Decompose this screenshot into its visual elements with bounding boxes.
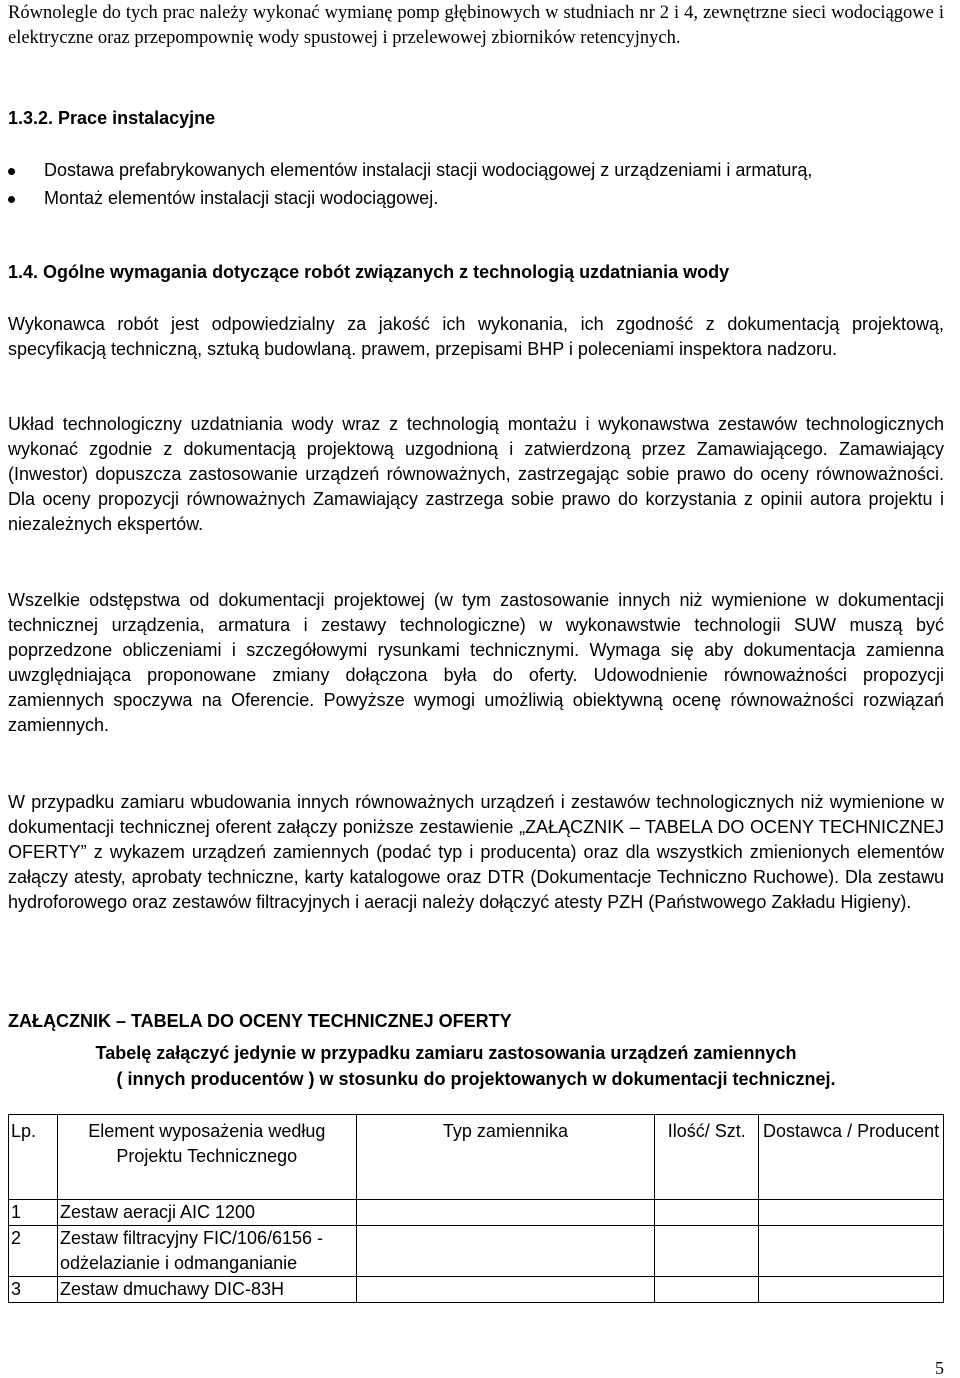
cell-replacement-type[interactable] — [356, 1200, 655, 1226]
annex-title: ZAŁĄCZNIK – TABELA DO OCENY TECHNICZNEJ OFERTY — [8, 1011, 512, 1031]
cell-supplier[interactable] — [759, 1200, 944, 1226]
list-item: Dostawa prefabrykowanych elementów instalacji stacji wodociągowej z urządzeniami i armaturą, — [8, 158, 944, 183]
paragraph-deviations: Wszelkie odstępstwa od dokumentacji projektowej (w tym zastosowanie innych niż wymienione w dokumentacji technicznej urządzenia, armatura i zestawy technologiczne) w wykonawstwie technologii SUW muszą być poprzedzone obliczeniami i szczegółowymi rysunkami technicznymi. Wymaga się aby dokumentacja zamienna uwzględniająca proponowane zmiany dołączona była do oferty. Udowodnienie równoważności propozycji zamiennych spoczywa na Oferencie. Powyższe wymogi umożliwią obiektywną ocenę równoważności rozwiązań zamiennych. — [8, 590, 944, 735]
cell-element: Zestaw aeracji AIC 1200 — [57, 1200, 356, 1226]
annex-subtitle-line1: Tabelę załączyć jedynie w przypadku zamiaru zastosowania urządzeń zamiennych — [95, 1043, 797, 1063]
paragraph-equivalent-devices: W przypadku zamiaru wbudowania innych równoważnych urządzeń i zestawów technologicznych niż wymienione w dokumentacji technicznej oferent załączy poniższe zestawienie „ZAŁĄCZNIK – TABELA DO OCENY TECHNICZNEJ OFERTY” z wykazem urządzeń zamiennych (podać typ i producenta) oraz dla wszystkich zmienionych elementów załączy atesty, aprobaty techniczne, karty katalogowe oraz DTR (Dokumentacje Techniczno Ruchowe). Dla zestawu hydroforowego oraz zestawów filtracyjnych i aeracji należy dołączyć atesty PZH (Państwowego Zakładu Higieny). — [8, 792, 944, 912]
cell-quantity[interactable] — [655, 1200, 759, 1226]
table-row — [9, 1200, 944, 1226]
bullet-icon — [8, 196, 15, 203]
intro-paragraph: Równolegle do tych prac należy wykonać wymianę pomp głębinowych w studniach nr 2 i 4, zewnętrzne sieci wodociągowe i elektryczne oraz przepompownię wody spustowej i przelewowej zbiorników retencyjnych. — [8, 3, 944, 48]
column-header-replacement-type: Typ zamiennika — [356, 1115, 655, 1200]
table-row — [9, 1277, 944, 1303]
cell-lp: 3 — [9, 1277, 58, 1303]
bullet-icon — [8, 168, 15, 175]
cell-element: Zestaw dmuchawy DIC-83H — [57, 1277, 356, 1303]
cell-lp: 2 — [9, 1226, 58, 1277]
cell-supplier[interactable] — [759, 1277, 944, 1303]
cell-replacement-type[interactable] — [356, 1277, 655, 1303]
cell-element: Zestaw filtracyjny FIC/106/6156 - odżelazianie i odmanganianie — [57, 1226, 356, 1277]
column-header-quantity: Ilość/ Szt. — [655, 1115, 759, 1200]
table-header-row — [9, 1115, 944, 1200]
column-header-element: Element wyposażenia według Projektu Technicznego — [57, 1115, 356, 1200]
technical-evaluation-table — [8, 1114, 944, 1303]
paragraph-contractor-responsibility: Wykonawca robót jest odpowiedzialny za jakość ich wykonania, ich zgodność z dokumentacją projektową, specyfikacją techniczną, sztuką budowlaną. prawem, przepisami BHP i poleceniami inspektora nadzoru. — [8, 314, 944, 359]
section-heading-1-4: 1.4. Ogólne wymagania dotyczące robót związanych z technologią uzdatniania wody — [8, 262, 730, 282]
cell-replacement-type[interactable] — [356, 1226, 655, 1277]
column-header-lp: Lp. — [9, 1115, 58, 1200]
paragraph-technological-system: Układ technologiczny uzdatniania wody wraz z technologią montażu i wykonawstwa zestawów technologicznych wykonać zgodnie z dokumentacją projektową uzgodnioną i zatwierdzoną przez Zamawiającego. Zamawiający (Inwestor) dopuszcza zastosowanie urządzeń równoważnych, zastrzegając sobie prawo do oceny równoważności. Dla oceny propozycji równoważnych Zamawiający zastrzega sobie prawo do korzystania z opinii autora projektu i niezależnych ekspertów. — [8, 414, 944, 534]
list-item: Montaż elementów instalacji stacji wodociągowej. — [8, 186, 944, 211]
column-header-supplier: Dostawca / Producent — [759, 1115, 944, 1200]
annex-subtitle-line2: ( innych producentów ) w stosunku do projektowanych w dokumentacji technicznej. — [116, 1069, 836, 1089]
installation-works-list — [8, 158, 944, 211]
table-row — [9, 1226, 944, 1277]
annex-subtitle — [8, 1040, 944, 1092]
cell-supplier[interactable] — [759, 1226, 944, 1277]
page-number: 5 — [935, 1358, 944, 1378]
cell-quantity[interactable] — [655, 1226, 759, 1277]
section-heading-1-3-2: 1.3.2. Prace instalacyjne — [8, 108, 216, 128]
cell-lp: 1 — [9, 1200, 58, 1226]
cell-quantity[interactable] — [655, 1277, 759, 1303]
